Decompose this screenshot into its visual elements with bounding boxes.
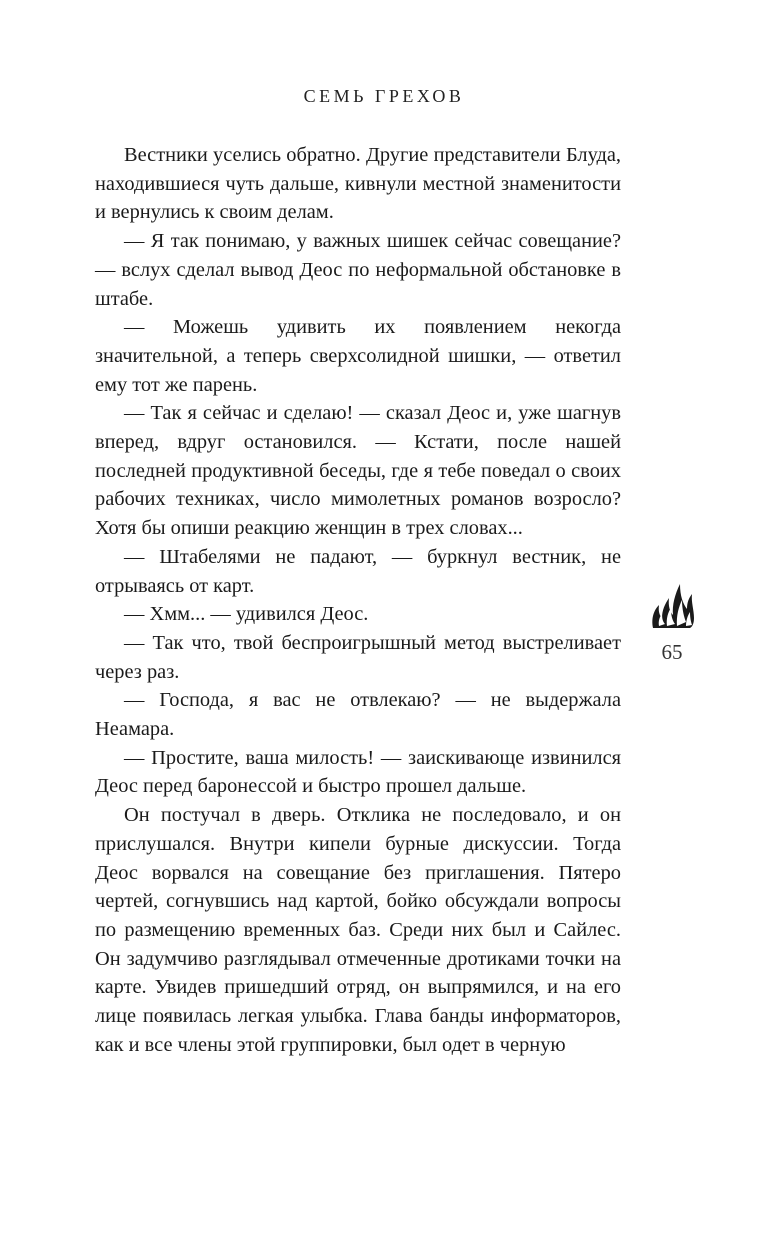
paragraph: — Простите, ваша милость! — заискивающе извинился Деос перед баронессой и быстро прошел дальше. — [95, 746, 621, 798]
paragraph: — Господа, я вас не отвлекаю? — не выдержала Неамара. — [95, 689, 621, 741]
paragraph: — Я так понимаю, у важных шишек сейчас совещание? — вслух сделал вывод Деос по неформальной обстановке в штабе. — [95, 230, 621, 310]
flame-icon — [650, 574, 696, 630]
paragraph: Он постучал в дверь. Отклика не последовало, и он прислушался. Внутри кипели бурные дискуссии. Тогда Деос ворвался на совещание без приглашения. Пятеро чертей, согнувшись над картой, бойко обсуждали вопросы по размещению временных баз. Среди них был и Сайлес. Он задумчиво разглядывал отмеченные дротиками точки на карте. Увидев пришедший отряд, он выпрямился, и на его лице появилась легкая улыбка. Глава банды информаторов, как и все члены этой группировки, был одет в черную — [95, 804, 621, 1056]
body-text — [95, 141, 621, 1060]
paragraph: Вестники уселись обратно. Другие представители Блуда, находившиеся чуть дальше, кивнули местной знаменитости и вернулись к своим делам. — [95, 144, 621, 224]
paragraph: — Можешь удивить их появлением некогда значительной, а теперь сверхсолидной шишки, — ответил ему тот же парень. — [95, 316, 621, 396]
page-number: 65 — [661, 640, 683, 664]
running-title: СЕМЬ ГРЕХОВ — [303, 86, 465, 106]
paragraph: — Так что, твой беспроигрышный метод выстреливает через раз. — [95, 631, 621, 683]
paragraph: — Хмм... — удивился Деос. — [124, 603, 369, 626]
paragraph: — Штабелями не падают, — буркнул вестник, не отрываясь от карт. — [95, 545, 621, 597]
paragraph: — Так я сейчас и сделаю! — сказал Деос и, уже шагнув вперед, вдруг остановился. — Кстати, после нашей последней продуктивной беседы, где я тебе поведал о своих рабочих техниках, число мимолетных романов возросло? Хотя бы опиши реакцию женщин в трех словах... — [95, 402, 621, 540]
